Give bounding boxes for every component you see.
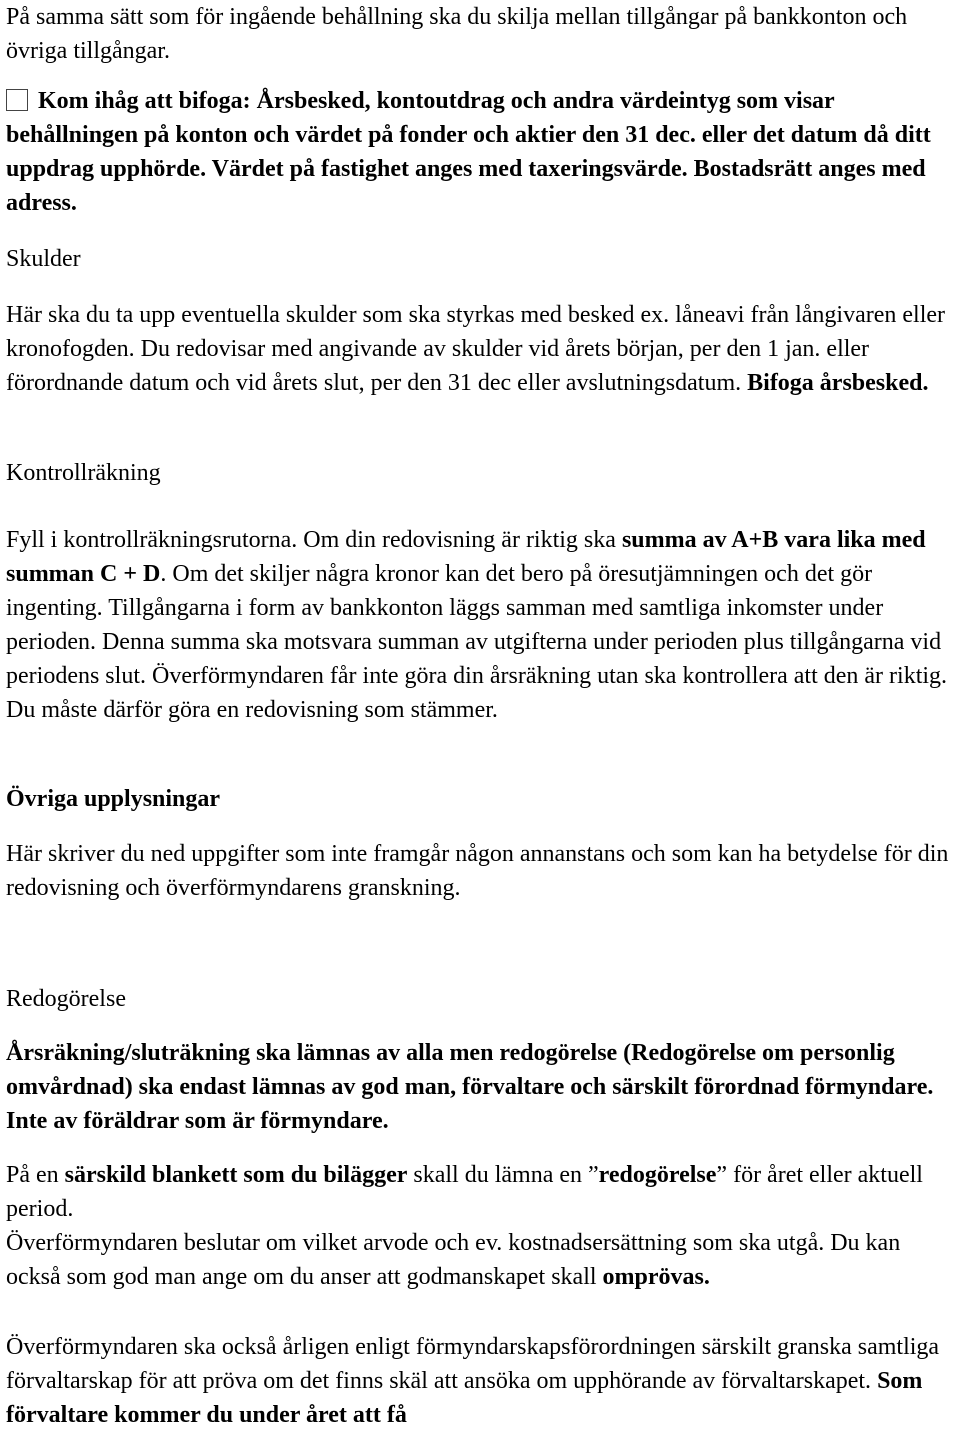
- skulder-bold: Bifoga årsbesked.: [747, 370, 929, 396]
- redogorelse-paragraph-3: [6, 1226, 956, 1294]
- kontroll-paragraph: [6, 523, 956, 727]
- attachment-reminder-text: Kom ihåg att bifoga: Årsbesked, kontoutdrag och andra värdeintyg som visar behållningen på konton och värdet på fonder och aktier den 31 dec. eller det datum då ditt uppdrag upphörde. Värdet på fastighet anges med taxeringsvärde. Bostadsrätt anges med adress.: [6, 88, 931, 216]
- redog-p2-a: På en: [6, 1162, 65, 1188]
- redog-p2-b: skall du lämna en ”: [407, 1162, 599, 1188]
- redog-p4-bold: Som förvaltare kommer du under året att få: [6, 1368, 923, 1428]
- kontroll-bold: summa av A+B vara lika med summan C + D: [6, 527, 926, 587]
- kontroll-text-1: Fyll i kontrollräkningsrutorna. Om din redovisning är riktig ska: [6, 527, 622, 553]
- redogorelse-bold-paragraph: [6, 1036, 956, 1138]
- redogorelse-paragraph-4: [6, 1330, 956, 1432]
- checkbox-bullet-icon: [6, 89, 28, 111]
- redog-p4-a: Överförmyndaren ska också årligen enligt förmyndarskapsförordningen särskilt granska samtliga förvaltarskap för att pröva om det finns skäl att ansöka om upphörande av förvaltarskapet.: [6, 1334, 940, 1394]
- kontroll-heading: Kontrollräkning: [6, 460, 161, 486]
- skulder-paragraph: [6, 298, 956, 400]
- redog-p2-bold1: särskild blankett som du bilägger: [64, 1162, 408, 1188]
- redog-p2-c: ” för året eller aktuell period.: [6, 1162, 923, 1222]
- redogorelse-paragraph-2: [6, 1158, 956, 1226]
- intro-paragraph: På samma sätt som för ingående behållning ska du skilja mellan tillgångar på bankkonton och övriga tillgångar.: [6, 4, 908, 64]
- ovriga-paragraph: Här skriver du ned uppgifter som inte framgår någon annanstans och som kan ha betydelse för din redovisning och överförmyndarens granskning.: [6, 841, 949, 901]
- skulder-heading: Skulder: [6, 246, 81, 272]
- kontroll-text-2: . Om det skiljer några kronor kan det bero på öresutjämningen och det gör ingenting. Tillgångarna i form av bankkonton läggs samman med samtliga inkomster under perioden. Denna summa ska motsvara summan av utgifterna under perioden plus tillgångarna vid periodens slut. Överförmyndaren får inte göra din årsräkning utan ska kontrollera att den är riktig. Du måste därför göra en redovisning som stämmer.: [6, 561, 948, 723]
- redog-p3-bold: omprövas.: [602, 1264, 710, 1290]
- ovriga-heading: Övriga upplysningar: [6, 786, 221, 812]
- redog-p3-a: Överförmyndaren beslutar om vilket arvode och ev. kostnadsersättning som ska utgå. Du kan också som god man ange om du anser att godmanskapet skall: [6, 1230, 901, 1290]
- redogorelse-bold-text: Årsräkning/sluträkning ska lämnas av alla men redogörelse (Redogörelse om personlig omvårdnad) ska endast lämnas av god man, förvaltare och särskilt förordnad förmyndare. Inte av föräldrar som är förmyndare.: [6, 1040, 934, 1134]
- skulder-text: Här ska du ta upp eventuella skulder som ska styrkas med besked ex. låneavi från långivaren eller kronofogden. Du redovisar med angivande av skulder vid årets början, per den 1 jan. eller förordnande datum och vid årets slut, per den 31 dec eller avslutningsdatum.: [6, 302, 946, 396]
- redogorelse-heading: Redogörelse: [6, 986, 126, 1012]
- redog-p2-bold2: redogörelse: [598, 1162, 717, 1188]
- attachment-reminder: [6, 84, 956, 220]
